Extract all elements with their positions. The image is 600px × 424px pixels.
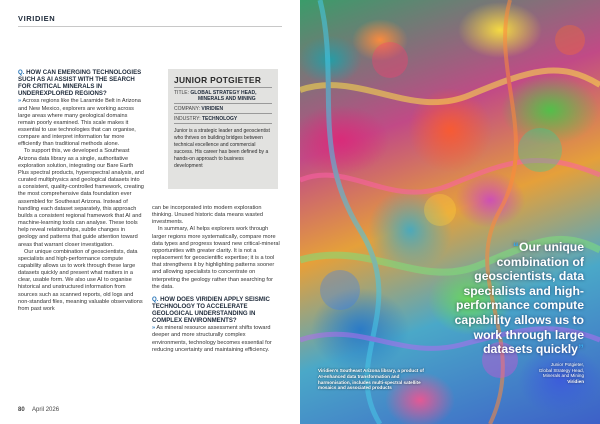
issue-date: April 2026 (32, 407, 60, 413)
attribution-org: Viridien (567, 378, 584, 384)
answer-1-para-3: Our unique combination of geoscientists, data specialists and high-performance compute capability allows us to work through these large datasets quickly and present what matters in a clear, usable form. We also use AI to organise historical and unstructured information from sources such as scanned reports, old logs and non-standard files, meaning valuable observations from past work (18, 248, 143, 312)
mosaic-texture (300, 0, 600, 424)
close-quote-icon: ” (577, 342, 584, 357)
article-column-1 (18, 69, 144, 313)
profile-name: JUNIOR POTGIETER (174, 75, 272, 88)
profile-title-value-2: MINERALS AND MINING (198, 95, 256, 102)
question-1 (18, 69, 144, 97)
question-2 (152, 296, 282, 324)
column-2-para-1: can be incorporated into modern exploration thinking. Unused historic data means wasted investments. (152, 205, 264, 226)
pull-quote-text: Our unique combination of geoscientists, data specialists and high-performance compute capability allows us to work through large datasets quickly (454, 240, 584, 357)
profile-title-row (174, 88, 272, 104)
profile-title-value-1: GLOBAL STRATEGY HEAD, (190, 89, 257, 96)
profile-company-value: VIRIDIEN (201, 105, 224, 112)
profile-company-row (174, 104, 272, 114)
profile-industry-row (174, 114, 272, 124)
profile-title-label: TITLE: (174, 89, 190, 96)
answer-1-para-1-text: Across regions like the Laramide Belt in Arizona and New Mexico, explorers are working across large areas where many geological domains remain poorly examined. This scale makes it essential to use technologies that can organise, compare and interpret information far more efficiently than traditional methods alone. (18, 98, 141, 148)
page-footer (18, 407, 59, 413)
column-2-para-2: In summary, AI helps explorers work through larger regions more systematically, compare more data types and progress toward new critical-mineral opportunities with greater clarity. It is not a replacement for geoscientific expertise; it is a tool that strengthens it by highlighting patterns sooner and allowing specialists to concentrate on interpreting the geology rather than searching for the data. (152, 226, 280, 290)
profile-industry-value: TECHNOLOGY (201, 115, 238, 122)
attribution-title-2: Minerals and Mining (542, 373, 584, 379)
answer-2-para-1-text: As mineral resource assessment shifts toward deeper and more structurally complex environments, technology becomes essential for reducing uncertainty and maintaining efficiency. (152, 325, 272, 353)
pull-quote (446, 240, 584, 357)
profile-box (168, 69, 278, 189)
profile-company-label: COMPANY: (174, 105, 201, 112)
article-column-2 (152, 205, 282, 354)
profile-industry-label: INDUSTRY: (174, 115, 201, 122)
pull-quote-attribution (500, 362, 584, 384)
attribution-name: Junior Potgieter, (550, 362, 584, 367)
header-divider (18, 26, 282, 27)
answer-1-para-1 (18, 98, 144, 148)
satellite-mosaic-image (300, 0, 600, 424)
answer-marker-icon: » (18, 98, 22, 105)
brand-header: VIRIDIEN (18, 14, 56, 23)
question-1-text: HOW CAN EMERGING TECHNOLOGIES SUCH AS AI ASSIST WITH THE SEARCH FOR CRITICAL MINERALS IN UNDEREXPLORED REGIONS? (18, 69, 142, 98)
page-number: 80 (18, 407, 25, 413)
question-1-marker: Q. (18, 69, 25, 76)
question-2-text: HOW DOES VIRIDIEN APPLY SEISMIC TECHNOLOGY TO ACCELERATE GEOLOGICAL UNDERSTANDING IN COMPLEX ENVIRONMENTS? (152, 295, 270, 325)
question-2-marker: Q. (152, 295, 159, 303)
open-quote-icon: “ (512, 240, 519, 254)
attribution-title-1: Global Strategy Head, (538, 367, 584, 373)
image-caption: Viridien's Southeast Arizona library, a product of AI-enhanced data transformation and harmonisation, includes multi-spectral satellite mosaics and associated products (318, 368, 424, 391)
answer-1-para-2: To support this, we developed a Southeast Arizona data library as a single, authoritative exploration solution, integrating our Bare Earth Plus spectral products, hyperspectral analysis, and curated multiphysics and geological datasets into a consistent, quality-controlled framework, creating the most comprehensive data foundation ever assembled for Southeast Arizona. Instead of handling each dataset separately, this approach builds a consistent regional framework that AI and machine-learning tools can analyse. These tools help reveal relationships, subtle changes in geology and patterns that guide attention toward areas that warrant closer investigation. (18, 148, 144, 248)
answer-marker-icon: » (152, 325, 156, 332)
profile-bio: Junior is a strategic leader and geoscientist who thrives on building bridges between technical excellence and commercial success. His career has been defined by a hands-on approach to business development (174, 128, 270, 169)
answer-2-para-1 (152, 325, 282, 354)
